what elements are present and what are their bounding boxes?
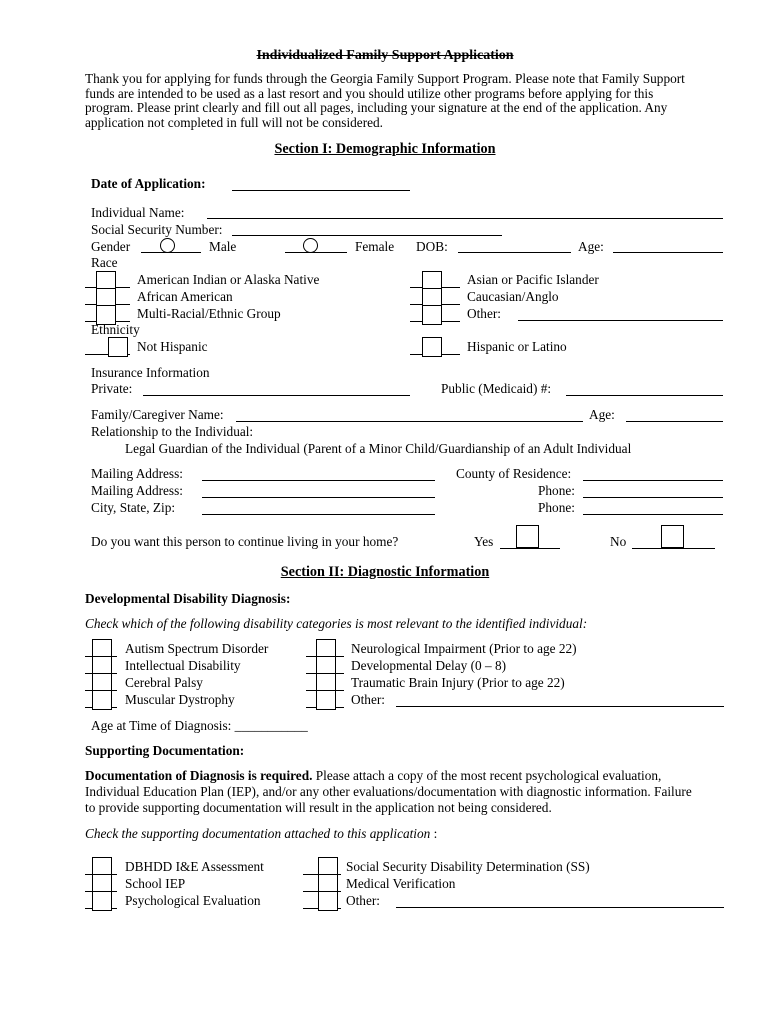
dob-label: DOB: [416,239,448,254]
race-checkbox-other[interactable] [422,305,442,325]
check-supporting-text: Check the supporting documentation attached to this application [85,826,431,841]
date-of-application-label: Date of Application: [91,176,206,191]
diagnosis-option-neurological: Neurological Impairment (Prior to age 22) [351,641,577,656]
race-other-field[interactable] [518,320,723,321]
ethnicity-label: Ethnicity [91,322,140,337]
form-title: Individualized Family Support Application [256,48,514,63]
continue-yes-checkbox[interactable] [516,525,539,548]
ssn-label: Social Security Number: [91,222,223,237]
city-state-zip-field[interactable] [202,514,435,515]
continue-no-line [632,548,715,549]
race-option-caucasian: Caucasian/Anglo [467,289,559,304]
supporting-documentation-label: Supporting Documentation: [85,743,245,758]
diagnosis-option-other: Other: [351,692,385,707]
gender-female-line [285,252,347,253]
ssn-field[interactable] [232,235,502,236]
mailing-address-1-field[interactable] [202,480,435,481]
caregiver-name-field[interactable] [236,421,583,422]
ethnicity-option-not-hispanic: Not Hispanic [137,339,208,354]
doc-option-school-iep: School IEP [125,876,186,891]
private-insurance-label: Private: [91,381,133,396]
documentation-rest-text: Please attach a copy of the most recent psychological evaluation, Individual Education Plan (IEP), and/or any other evaluations/documentation with diagnostic information. Failure to provide supporting documentation will result in the application not being considered. [85,768,692,815]
gender-label: Gender [91,239,131,254]
date-of-application-field[interactable] [232,190,410,191]
continue-no-checkbox[interactable] [661,525,684,548]
caregiver-name-label: Family/Caregiver Name: [91,407,224,422]
gender-male-label: Male [209,239,237,254]
medicaid-field[interactable] [566,395,723,396]
county-field[interactable] [583,480,723,481]
section-1-heading: Section I: Demographic Information [274,141,496,157]
doc-checkbox-other[interactable] [318,891,338,911]
race-label: Race [91,255,118,270]
diagnosis-option-tbi: Traumatic Brain Injury (Prior to age 22) [351,675,565,690]
medicaid-label: Public (Medicaid) #: [441,381,552,396]
race-option-african-american: African American [137,289,233,304]
doc-option-psych-eval: Psychological Evaluation [125,893,261,908]
doc-option-dbhdd: DBHDD I&E Assessment [125,859,264,874]
dd-diagnosis-label: Developmental Disability Diagnosis: [85,591,291,606]
age-label: Age: [578,239,604,254]
phone-2-label: Phone: [538,500,575,515]
diagnosis-option-autism: Autism Spectrum Disorder [125,641,269,656]
diagnosis-option-muscular-dystrophy: Muscular Dystrophy [125,692,235,707]
gender-female-label: Female [355,239,395,254]
continue-no-label: No [610,534,627,549]
race-option-other: Other: [467,306,501,321]
mailing-address-2-field[interactable] [202,497,435,498]
diagnosis-other-field[interactable] [396,706,724,707]
dd-instruction: Check which of the following disability categories is most relevant to the identified individual: [85,616,588,631]
gender-male-line [141,252,201,253]
doc-other-field[interactable] [396,907,724,908]
individual-name-field[interactable] [207,218,723,219]
race-option-american-indian: American Indian or Alaska Native [137,272,320,287]
diagnosis-option-intellectual: Intellectual Disability [125,658,241,673]
doc-option-other: Other: [346,893,380,908]
phone-1-label: Phone: [538,483,575,498]
diagnosis-checkbox-muscular-dystrophy[interactable] [92,690,112,710]
insurance-label: Insurance Information [91,365,210,380]
race-option-asian: Asian or Pacific Islander [467,272,599,287]
race-option-multi-racial: Multi-Racial/Ethnic Group [137,306,281,321]
ethnicity-option-hispanic: Hispanic or Latino [467,339,567,354]
check-supporting-colon: : [430,826,438,841]
mailing-address-2-label: Mailing Address: [91,483,183,498]
dob-field[interactable] [458,252,571,253]
continue-yes-label: Yes [474,534,494,549]
ethnicity-checkbox-not-hispanic[interactable] [108,337,128,357]
age-field[interactable] [613,252,723,253]
phone-1-field[interactable] [583,497,723,498]
individual-name-label: Individual Name: [91,205,185,220]
county-label: County of Residence: [456,466,572,481]
legal-guardian-text: Legal Guardian of the Individual (Parent of a Minor Child/Guardianship of an Adult Individual [125,441,632,456]
gender-female-radio[interactable] [303,238,318,253]
section-2-heading: Section II: Diagnostic Information [280,564,490,580]
doc-option-ssdd: Social Security Disability Determination (SS) [346,859,590,874]
phone-2-field[interactable] [583,514,723,515]
private-insurance-field[interactable] [143,395,410,396]
doc-checkbox-psych-eval[interactable] [92,891,112,911]
diagnosis-option-developmental-delay: Developmental Delay (0 – 8) [351,658,507,673]
caregiver-age-label: Age: [589,407,615,422]
documentation-paragraph [85,768,705,816]
intro-paragraph: Thank you for applying for funds through the Georgia Family Support Program. Please note that Family Support funds are intended to be used as a last resort and you should utilize other programs before applying for this program. Please print clearly and fill out all pages, including your signature at the end of the application. Any application not completed in full will not be considered. [85,71,685,130]
age-at-diagnosis[interactable]: Age at Time of Diagnosis: ___________ [91,718,308,733]
check-supporting-instruction [85,826,437,842]
gender-male-radio[interactable] [160,238,175,253]
diagnosis-option-cerebral-palsy: Cerebral Palsy [125,675,203,690]
doc-option-medical: Medical Verification [346,876,456,891]
continue-yes-line [500,548,560,549]
city-state-zip-label: City, State, Zip: [91,500,176,515]
relationship-label: Relationship to the Individual: [91,424,254,439]
continue-living-question: Do you want this person to continue living in your home? [91,534,399,549]
documentation-required-text: Documentation of Diagnosis is required. [85,768,313,783]
diagnosis-checkbox-other[interactable] [316,690,336,710]
mailing-address-1-label: Mailing Address: [91,466,183,481]
ethnicity-checkbox-hispanic[interactable] [422,337,442,357]
caregiver-age-field[interactable] [626,421,723,422]
